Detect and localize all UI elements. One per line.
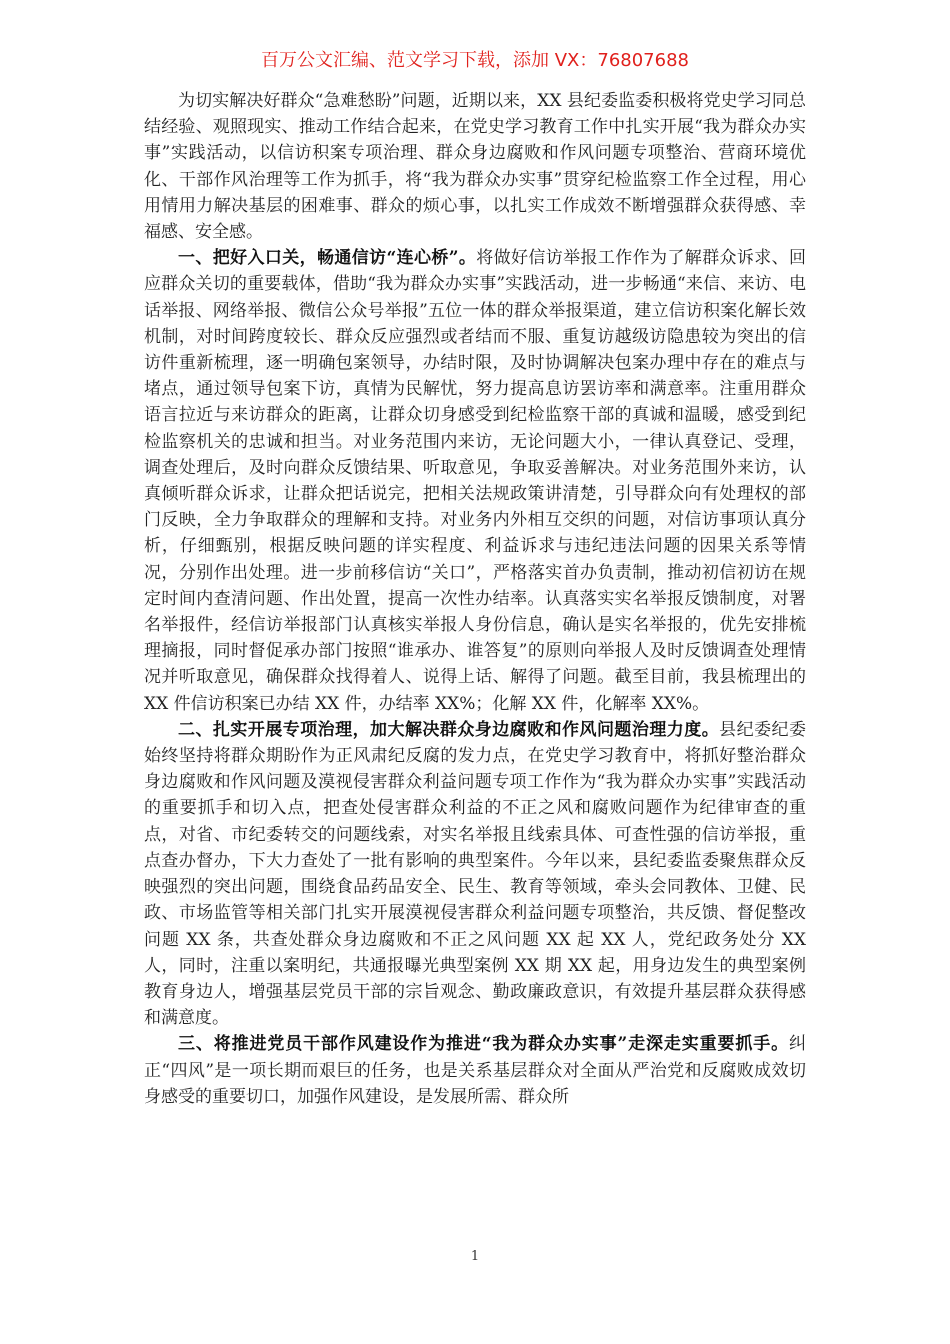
intro-paragraph: 为切实解决好群众“急难愁盼”问题，近期以来，XX 县纪委监委积极将党史学习同总结经验、观照现实、推动工作结合起来，在党史学习教育工作中扎实开展“我为群众办实事”实践活动，以信访积案专项治理、群众身边腐败和作风问题专项整治、营商环境优化、干部作风治理等工作为抓手，将“我为群众办实事”贯穿纪检监察工作全过程，用心用情用力解决基层的困难事、群众的烦心事，以扎实工作成效不断增强群众获得感、幸福感、安全感。 [144,91,806,243]
section-3-paragraph [144,1031,806,1110]
document-body [144,88,806,1110]
section-2-text: 县纪委纪委始终坚持将群众期盼作为正风肃纪反腐的发力点，在党史学习教育中，将抓好整治群众身边腐败和作风问题及漠视侵害群众利益问题专项工作作为“我为群众办实事”实践活动的重要抓手和切入点，把查处侵害群众利益的不正之风和腐败问题作为纪律审查的重点，对省、市纪委转交的问题线索，对实名举报且线索具体、可查性强的信访举报，重点查办督办，下大力查处了一批有影响的典型案件。今年以来，县纪委监委聚焦群众反映强烈的突出问题，围绕食品药品安全、民生、教育等领域，牵头会同教体、卫健、民政、市场监管等相关部门扎实开展漠视侵害群众利益问题专项整治，共反馈、督促整改问题 XX 条，共查处群众身边腐败和不正之风问题 XX 起 XX 人，党纪政务处分 XX 人，同时，注重以案明纪，共通报曝光典型案例 XX 期 XX 起，用身边发生的典型案例教育身边人，增强基层党员干部的宗旨观念、勤政廉政意识，有效提升基层群众获得感和满意度。 [144,719,807,1029]
section-3-heading: 三、将推进党员干部作风建设作为推进“我为群众办实事”走深走实重要抓手。 [178,1034,789,1055]
section-1-heading: 一、把好入口关，畅通信访“连心桥”。 [178,248,477,269]
section-1-text: 将做好信访举报工作作为了解群众诉求、回应群众关切的重要载体，借助“我为群众办实事”实践活动，进一步畅通“来信、来访、电话举报、网络举报、微信公众号举报”五位一体的群众举报渠道，建立信访积案化解长效机制，对时间跨度较长、群众反应强烈或者结而不服、重复访越级访隐患较为突出的信访件重新梳理，逐一明确包案领导，办结时限，及时协调解决包案办理中存在的难点与堵点，通过领导包案下访，真情为民解忧，努力提高息访罢访率和满意率。注重用群众语言拉近与来访群众的距离，让群众切身感受到纪检监察干部的真诚和温暖，感受到纪检监察机关的忠诚和担当。对业务范围内来访，无论问题大小，一律认真登记、受理，调查处理后，及时向群众反馈结果、听取意见，争取妥善解决。对业务范围外来访，认真倾听群众诉求，让群众把话说完，把相关法规政策讲清楚，引导群众向有处理权的部门反映，全力争取群众的理解和支持。对业务内外相互交织的问题，对信访事项认真分析，仔细甄别，根据反映问题的详实程度、利益诉求与违纪违法问题的因果关系等情况，分别作出处理。进一步前移信访“关口”，严格落实首办负责制，推动初信初访在规定时间内查清问题、作出处置，提高一次性办结率。认真落实实名举报反馈制度，对署名举报件，经信访举报部门认真核实举报人身份信息，确认是实名举报的，优先安排梳理摘报，同时督促承办部门按照“谁承办、谁答复”的原则向举报人及时反馈调查处理情况并听取意见，确保群众找得着人、说得上话、解得了问题。截至目前，我县梳理出的 XX 件信访积案已办结 XX 件，办结率 XX%；化解 XX 件，化解率 XX%。 [144,248,806,714]
section-2-paragraph [144,717,806,1031]
section-3-text: 纠正“四风”是一项长期而艰巨的任务，也是关系基层群众对全面从严治党和反腐败成效切身感受的重要切口，加强作风建设，是发展所需、群众所 [144,1034,806,1107]
watermark-header: 百万公文汇编、范文学习下载，添加 VX：76807688 [261,50,689,71]
section-1-paragraph [144,245,806,717]
section-2-heading: 二、扎实开展专项治理，加大解决群众身边腐败和作风问题治理力度。 [178,719,720,740]
page-number: 1 [470,1249,480,1264]
